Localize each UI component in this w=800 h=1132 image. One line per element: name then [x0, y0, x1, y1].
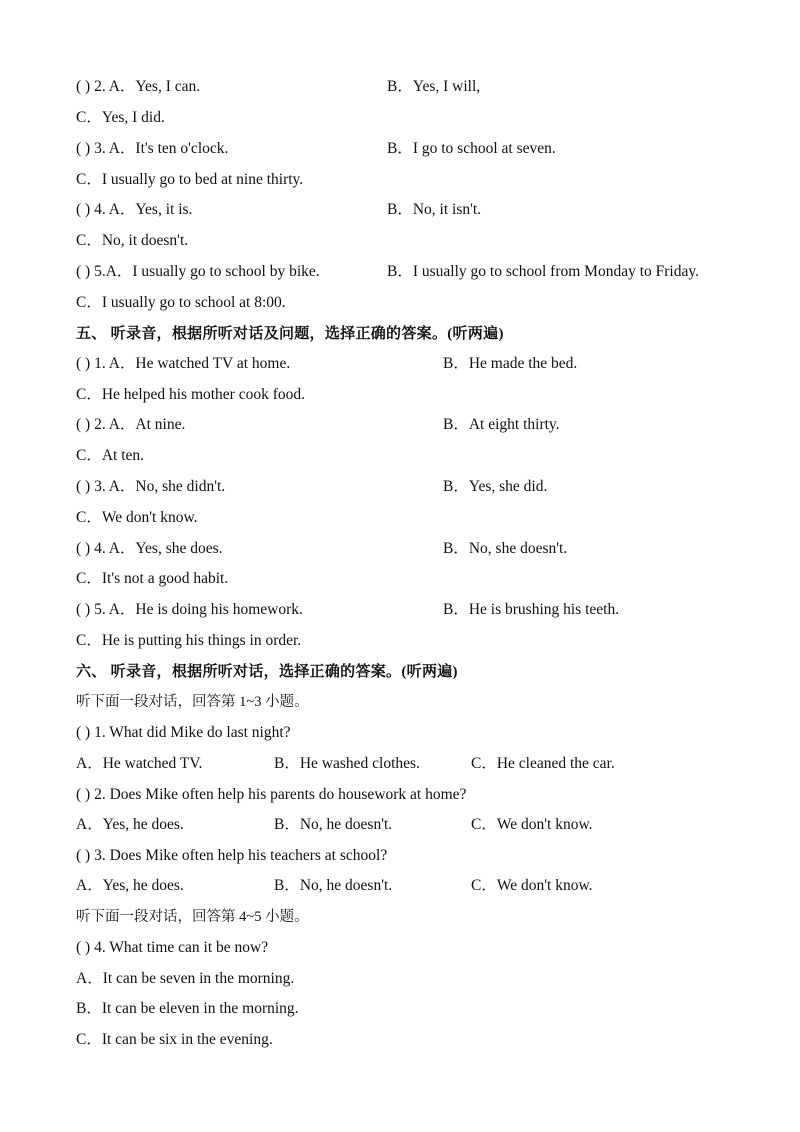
question-stem: ( ) 3. Does Mike often help his teachers at school? — [76, 847, 388, 864]
option-b: B．At eight thirty. — [443, 416, 560, 433]
question-stem: ( ) 4. A．Yes, she does. — [76, 540, 223, 557]
option-c: C．Yes, I did. — [76, 109, 165, 126]
question-stem: ( ) 3. A．It's ten o'clock. — [76, 140, 229, 157]
question-stem: ( ) 2. Does Mike often help his parents do housework at home? — [76, 786, 467, 803]
option-c: C．He cleaned the car. — [471, 755, 615, 772]
option-c: C．No, it doesn't. — [76, 232, 189, 249]
option-b: B．I usually go to school from Monday to Friday. — [387, 263, 699, 280]
option-c: C．It can be six in the evening. — [76, 1031, 273, 1048]
option-b: B．Yes, I will, — [387, 78, 481, 95]
option-b: B．He made the bed. — [443, 355, 578, 372]
option-b: B．Yes, she did. — [443, 478, 548, 495]
option-c: C．He is putting his things in order. — [76, 632, 302, 649]
option-b: B．No, it isn't. — [387, 201, 482, 218]
question-stem: ( ) 2. A．Yes, I can. — [76, 78, 201, 95]
option-c: C．We don't know. — [471, 816, 593, 833]
option-a: A．Yes, he does. — [76, 877, 184, 894]
question-stem: ( ) 1. What did Mike do last night? — [76, 724, 291, 741]
question-stem: ( ) 3. A．No, she didn't. — [76, 478, 226, 495]
option-c: C．At ten. — [76, 447, 145, 464]
question-stem: ( ) 4. What time can it be now? — [76, 939, 269, 956]
section-6-intro-1: 听下面一段对话，回答第 1~3 小题。 — [76, 694, 309, 710]
option-c: C．I usually go to school at 8:00. — [76, 294, 286, 311]
option-b: B．No, he doesn't. — [274, 816, 393, 833]
section-6-intro-2: 听下面一段对话，回答第 4~5 小题。 — [76, 909, 309, 925]
option-b: B．No, she doesn't. — [443, 540, 568, 557]
section-5-heading: 五、 听录音，根据所听对话及问题，选择正确的答案。(听两遍) — [76, 326, 504, 342]
question-stem: ( ) 2. A．At nine. — [76, 416, 186, 433]
option-b: B．No, he doesn't. — [274, 877, 393, 894]
option-c: C．It's not a good habit. — [76, 570, 229, 587]
section-6-heading: 六、 听录音，根据所听对话，选择正确的答案。(听两遍) — [76, 664, 458, 680]
option-c: C．I usually go to bed at nine thirty. — [76, 171, 304, 188]
question-stem: ( ) 5.A．I usually go to school by bike. — [76, 263, 320, 280]
question-stem: ( ) 5. A．He is doing his homework. — [76, 601, 303, 618]
option-c: C．We don't know. — [76, 509, 198, 526]
option-c: C．We don't know. — [471, 877, 593, 894]
question-stem: ( ) 4. A．Yes, it is. — [76, 201, 193, 218]
option-b: B．He washed clothes. — [274, 755, 420, 772]
option-a: A．Yes, he does. — [76, 816, 184, 833]
option-c: C．He helped his mother cook food. — [76, 386, 306, 403]
option-a: A．He watched TV. — [76, 755, 203, 772]
question-stem: ( ) 1. A．He watched TV at home. — [76, 355, 291, 372]
option-b: B．He is brushing his teeth. — [443, 601, 620, 618]
option-b: B．It can be eleven in the morning. — [76, 1000, 299, 1017]
option-a: A．It can be seven in the morning. — [76, 970, 295, 987]
option-b: B．I go to school at seven. — [387, 140, 556, 157]
